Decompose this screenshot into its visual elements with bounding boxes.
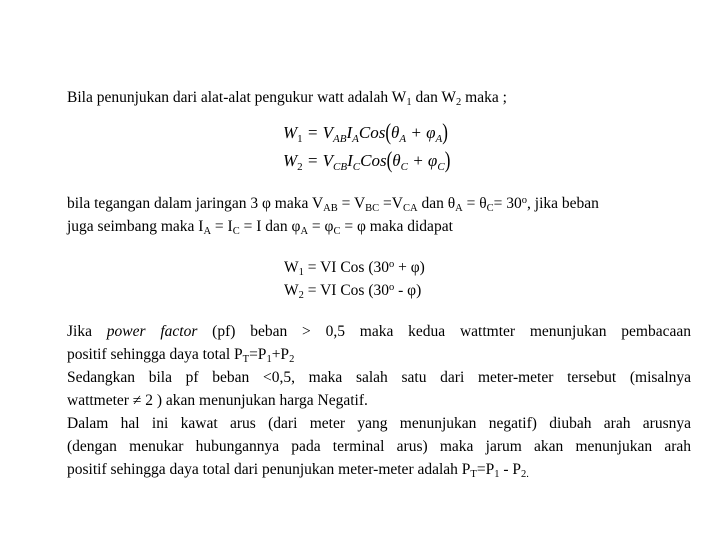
intro-sub-1: 1 xyxy=(406,97,412,108)
formula-w2: $W_2 = V_{CB}I_CCos(\theta_C + \varphi_C)$ xyxy=(283,147,451,174)
formula-image xyxy=(283,117,463,175)
para2-line-3: Sedangkan bila pf beban <0,5, maka salah satu dari meter-meter tersebut (misalnya xyxy=(67,369,691,386)
result-w2: $W_2$ = VI Cos (30$^o$ - φ) xyxy=(284,282,422,301)
intro-line xyxy=(67,88,507,108)
para2-line-1: Jika power factor (pf) beban > 0,5 maka kedua wattmter menunjukan pembacaan xyxy=(67,323,692,340)
para2-line-4: wattmeter ≠ 2 ) akan menunjukan harga Negatif. xyxy=(67,392,368,409)
para2-line-2: positif sehingga daya total $P_T=P_1+P_2$ xyxy=(67,346,295,365)
intro-sub-2: 2 xyxy=(456,97,462,108)
formula-w1: $W_1 = V_{AB}I_ACos(\theta_A + \varphi_A)$ xyxy=(283,119,448,146)
para2-line-5: Dalam hal ini kawat arus (dari meter yang menunjukan negatif) diubah arah arusnya xyxy=(67,415,691,432)
para1-line-1: bila tegangan dalam jaringan 3 φ maka $V_{AB} = V_{BC} =V_{CA}$ dan $\theta_A = \theta_C= 30^o$, jika beban xyxy=(67,195,599,214)
para1-line-2: juga seimbang maka $I_A = I_C = I$ dan $\varphi_A = \varphi_C = \varphi$ maka didapat xyxy=(67,218,453,237)
para2-line-7: positif sehingga daya total dari penunjukan meter-meter adalah $P_T=P_1 - P_{2.}$ xyxy=(67,461,529,480)
intro-text-mid: dan W xyxy=(411,89,457,106)
intro-text: Bila penunjukan dari alat-alat pengukur watt adalah W xyxy=(67,89,407,106)
para2-line-6: (dengan menukar hubungannya pada terminal arus) maka jarum akan menunjukan arah xyxy=(67,438,691,455)
intro-text-post: maka ; xyxy=(461,89,507,106)
result-w1: $W_1$ = VI Cos $(30^o + \varphi)$ xyxy=(284,259,425,278)
